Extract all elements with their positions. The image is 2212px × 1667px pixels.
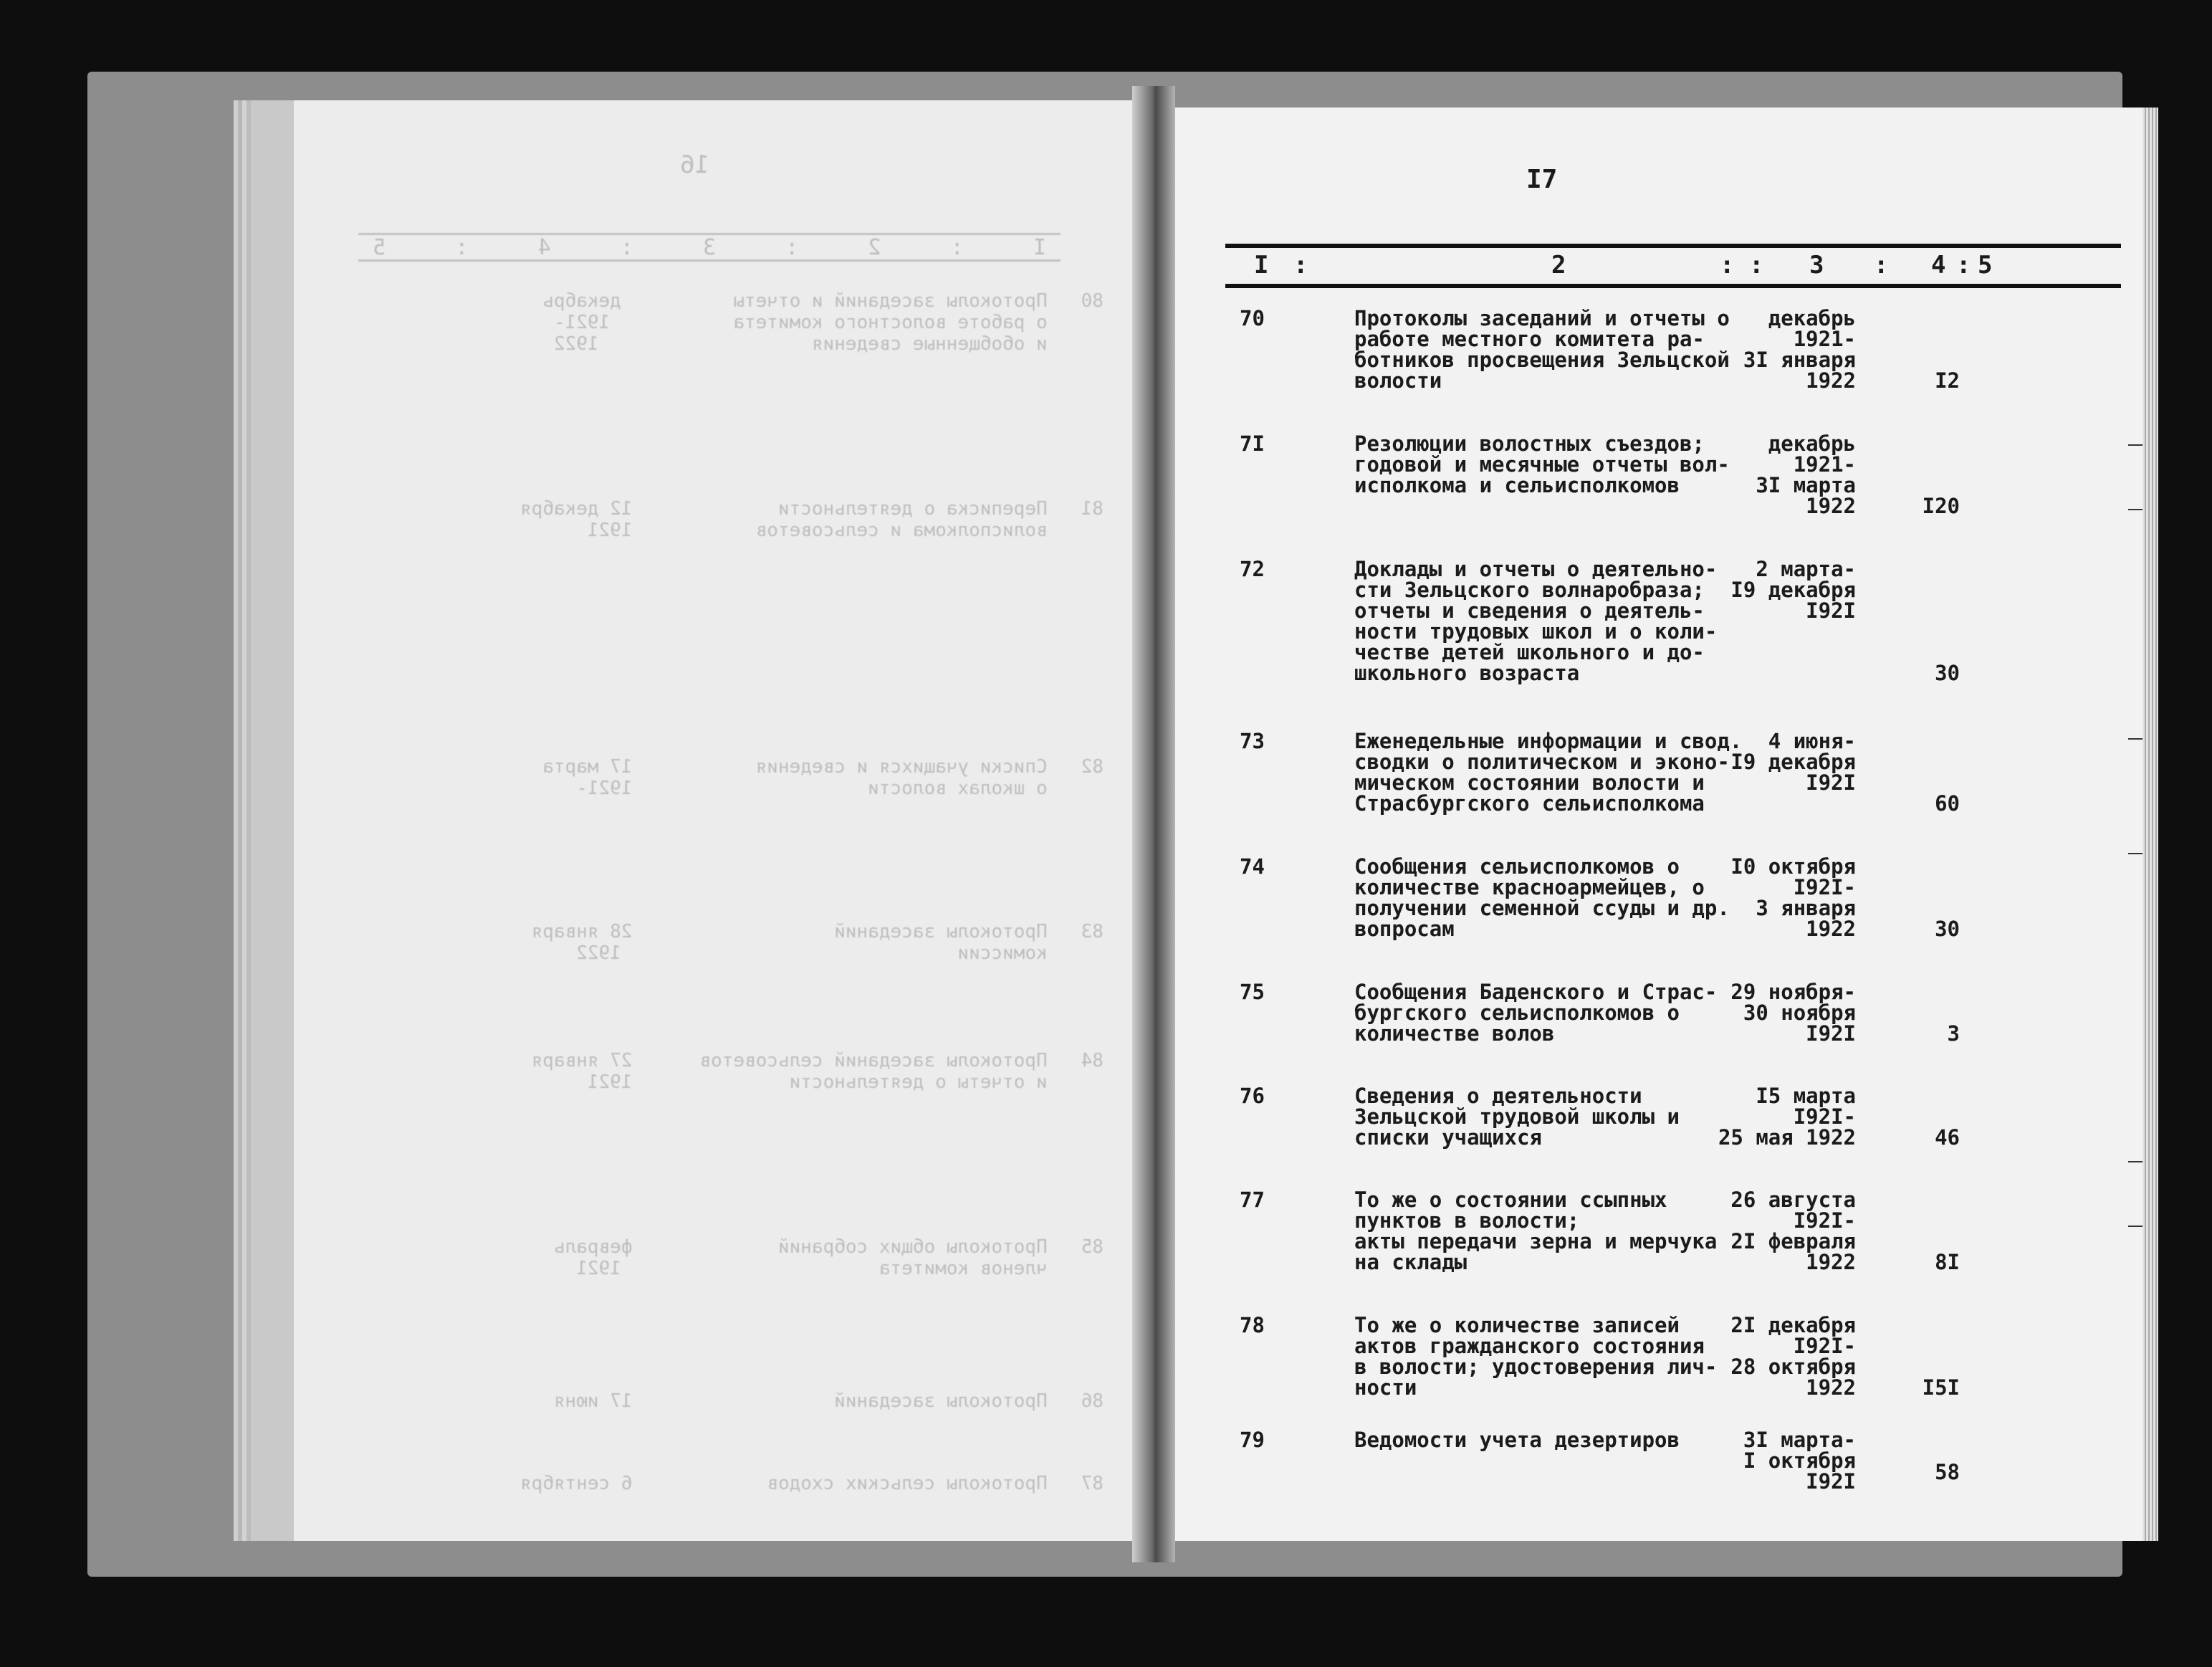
row-title: Сообщения Баденского и Страс- бургского сельисполкомов о количестве волов xyxy=(1354,980,1718,1046)
col-header-1: I xyxy=(1254,251,1269,280)
row-title: Еженедельные информации и свод. сводки о политическом и эконо- мическом состоянии волости и Страсбургского сельисполкома xyxy=(1354,729,1743,816)
row-number: 76 xyxy=(1240,1084,1265,1108)
row-number: 73 xyxy=(1240,729,1265,753)
row-number: 72 xyxy=(1240,557,1265,581)
col-header-2: 2 xyxy=(1551,251,1566,280)
page-edge-mark xyxy=(2128,1161,2142,1162)
col-header-5: 5 xyxy=(1978,251,1993,280)
row-title: Резолюции волостных съездов; годовой и месячные отчеты вол- исполкома и сельисполкомов xyxy=(1354,431,1730,497)
row-dates: 2 марта- I9 декабря I92I xyxy=(1730,557,1856,623)
row-dates: декабрь 1921- 3I января 1922 xyxy=(1743,306,1856,393)
page-edge-mark xyxy=(2128,853,2142,854)
row-sheets: 3 xyxy=(1947,1021,1960,1046)
col-sep-3: : xyxy=(1874,251,1889,280)
row-dates: I5 марта I92I- 25 мая 1922 xyxy=(1718,1084,1856,1150)
row-sheets: 58 xyxy=(1935,1460,1960,1484)
col-sep-2: : : xyxy=(1720,251,1764,280)
row-dates: I0 октября I92I- 3 января 1922 xyxy=(1730,854,1856,941)
row-title: Сведения о деятельности Зельцской трудовой школы и списки учащихся xyxy=(1354,1084,1680,1150)
row-sheets: 30 xyxy=(1935,661,1960,685)
row-dates: 26 августа I92I- 2I февраля 1922 xyxy=(1730,1188,1856,1274)
row-dates: декабрь 1921- 3I марта 1922 xyxy=(1756,431,1856,518)
col-sep-4: : xyxy=(1956,251,1971,280)
col-header-4: 4 xyxy=(1931,251,1946,280)
page-number: I7 xyxy=(1526,165,1558,194)
row-title: То же о состоянии ссыпных пунктов в волости; акты передачи зерна и мерчука на склады xyxy=(1354,1188,1718,1274)
right-page xyxy=(1175,108,2142,1541)
row-sheets: I20 xyxy=(1922,494,1960,518)
row-dates: 3I марта- I октября I92I xyxy=(1743,1428,1856,1494)
col-header-3: 3 xyxy=(1809,251,1824,280)
row-sheets: 46 xyxy=(1935,1125,1960,1150)
row-sheets: 8I xyxy=(1935,1250,1960,1274)
page-edge-mark xyxy=(2128,738,2142,740)
row-number: 78 xyxy=(1240,1313,1265,1337)
table-header xyxy=(1225,244,2121,288)
page-edge-mark xyxy=(2128,509,2142,510)
row-title: Доклады и отчеты о деятельно- сти Зельцского волнаробраза; отчеты и сведения о деятель- ности трудовых школ и о коли- честве детей школьного и до- школьного возраста xyxy=(1354,557,1718,685)
row-title: Протоколы заседаний и отчеты о работе местного комитета ра- ботников просвещения Зельцской волости xyxy=(1354,306,1730,393)
row-sheets: I2 xyxy=(1935,368,1960,393)
row-number: 7I xyxy=(1240,431,1265,456)
row-sheets: I5I xyxy=(1922,1375,1960,1400)
row-dates: 29 ноября- 30 ноября I92I xyxy=(1730,980,1856,1046)
row-sheets: 60 xyxy=(1935,791,1960,816)
row-number: 79 xyxy=(1240,1428,1265,1452)
row-title: Сообщения сельисполкомов о количестве красноармейцев, о получении семенной ссуды и др. вопросам xyxy=(1354,854,1730,941)
page-edge-mark xyxy=(2128,1226,2142,1227)
row-dates: 4 июня- I9 декабря I92I xyxy=(1730,729,1856,795)
left-page xyxy=(294,100,1132,1541)
book-gutter xyxy=(1132,86,1175,1562)
row-dates: 2I декабря I92I- 28 октября 1922 xyxy=(1730,1313,1856,1400)
row-number: 74 xyxy=(1240,854,1265,879)
col-sep-1: : xyxy=(1293,251,1308,280)
bleed-through-text: 16 I : 2 : 3 : 4 : 5 80 Протоколы заседаний и отчеты декабрь о работе волостного комитета 1921- и обобщенные сведения 1922 81 Переписка о деятельности 12 декабря волисполкома и сельсоветов 1921 82 Списки учащихся и сведения 17 марта о школах волости 1921- 83 Протоколы заседаний 28 января комиссии 1922 84 Протоколы заседаний сельсоветов 27 января и отчеты о деятельности 1921 85 Протоколы общих собраний февраль членов комитета 1921 86 Протоколы заседаний 17 июня 87 Протоколы сельских сходов 6 сентября xyxy=(294,100,1132,1541)
page-edge-mark xyxy=(2128,444,2142,446)
row-number: 75 xyxy=(1240,980,1265,1004)
row-number: 70 xyxy=(1240,306,1265,330)
row-number: 77 xyxy=(1240,1188,1265,1212)
row-title: То же о количестве записей актов гражданского состояния в волости; удостоверения лич- ности xyxy=(1354,1313,1718,1400)
page-stack-right xyxy=(2142,108,2158,1541)
row-title: Ведомости учета дезертиров xyxy=(1354,1428,1680,1452)
row-sheets: 30 xyxy=(1935,917,1960,941)
